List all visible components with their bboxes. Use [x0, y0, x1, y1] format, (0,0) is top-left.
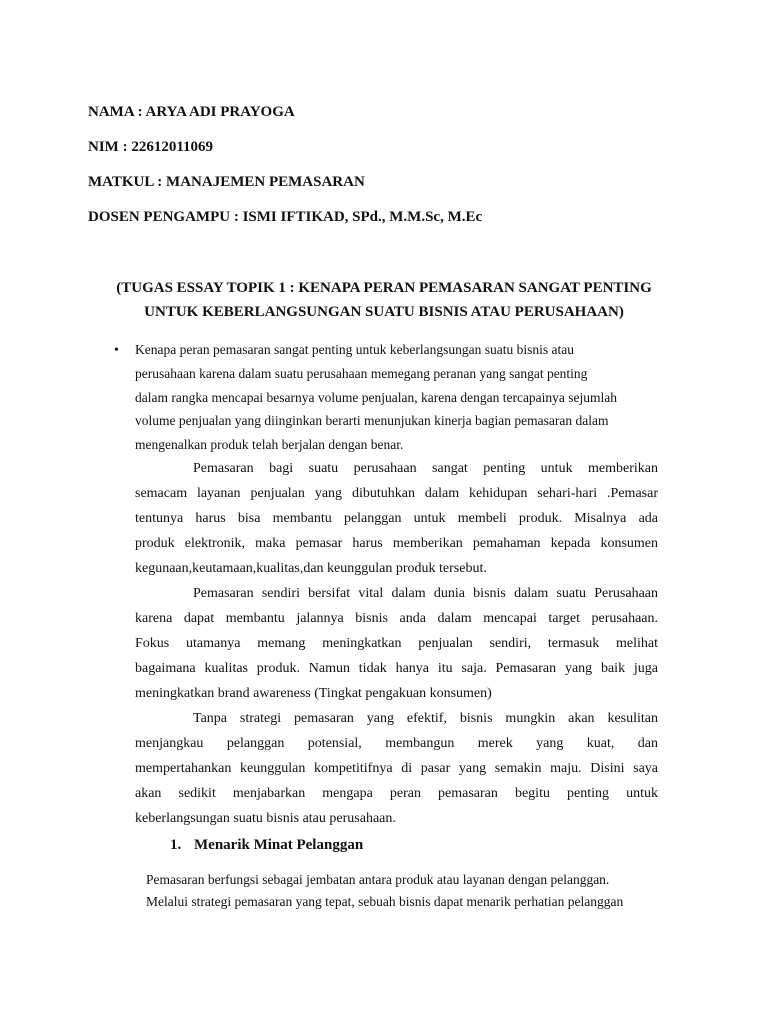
bullet-icon: • — [114, 343, 119, 358]
course-name: MATKUL : MANAJEMEN PEMASARAN — [88, 174, 365, 190]
body-paragraph — [135, 706, 658, 831]
body-paragraph — [135, 581, 658, 706]
lecturer-name: DOSEN PENGAMPU : ISMI IFTIKAD, SPd., M.M.Sc, M.Ec — [88, 209, 483, 225]
text-line: volume penjualan yang diinginkan berarti menunjukan kinerja bagian pemasaran dalam — [135, 413, 609, 429]
text-line: Melalui strategi pemasaran yang tepat, sebuah bisnis dapat menarik perhatian pelanggan — [146, 894, 624, 909]
student-nim: NIM : 22612011069 — [88, 139, 213, 155]
text-line: kegunaan,keutamaan,kualitas,dan keunggulan produk tersebut. — [135, 561, 487, 576]
text-line: Pemasaran berfungsi sebagai jembatan antara produk atau layanan dengan pelanggan. — [146, 872, 610, 887]
text-line: meningkatkan brand awareness (Tingkat pengakuan konsumen) — [135, 686, 492, 701]
text-line: perusahaan karena dalam suatu perusahaan memegang peranan yang sangat penting — [135, 365, 588, 381]
text-line: Pemasaran bagi suatu perusahaan sangat penting untuk memberikan — [193, 461, 658, 476]
text-line: semacam layanan penjualan yang dibutuhkan dalam kehidupan sehari-hari .Pemasar — [135, 486, 658, 501]
essay-title — [60, 276, 708, 324]
section-paragraph — [146, 869, 666, 913]
bullet-paragraph — [135, 338, 675, 457]
text-line: Pemasaran sendiri bersifat vital dalam dunia bisnis dalam suatu Perusahaan — [193, 586, 658, 601]
text-line: dalam rangka mencapai besarnya volume penjualan, karena dengan tercapainya sejumlah — [135, 389, 618, 405]
section-title: Menarik Minat Pelanggan — [194, 837, 364, 853]
text-line: produk elektronik, maka pemasar harus memberikan pemahaman kepada konsumen — [135, 536, 658, 551]
text-line: tentunya harus bisa membantu pelanggan untuk membeli produk. Misalnya ada — [135, 511, 658, 526]
text-line: Tanpa strategi pemasaran yang efektif, bisnis mungkin akan kesulitan — [193, 711, 658, 726]
essay-title-line: UNTUK KEBERLANGSUNGAN SUATU BISNIS ATAU PERUSAHAAN) — [144, 304, 624, 320]
section-number: 1. — [170, 837, 182, 853]
text-line: menjangkau pelanggan potensial, membangun merek yang kuat, dan — [135, 736, 658, 751]
text-line: mengenalkan produk telah berjalan dengan benar. — [135, 437, 404, 452]
text-line: Kenapa peran pemasaran sangat penting untuk keberlangsungan suatu bisnis atau — [135, 342, 574, 357]
text-line: karena dapat membantu jalannya bisnis anda dalam mencapai target perusahaan. — [135, 611, 658, 626]
text-line: Fokus utamanya memang meningkatkan penjualan sendiri, termasuk melihat — [135, 636, 658, 651]
student-name: NAMA : ARYA ADI PRAYOGA — [88, 104, 295, 120]
text-line: akan sedikit menjabarkan mengapa peran pemasaran begitu penting untuk — [135, 786, 658, 801]
text-line: mempertahankan keunggulan kompetitifnya di pasar yang semakin maju. Disini saya — [135, 761, 658, 776]
section-heading — [170, 835, 363, 855]
body-paragraph — [135, 456, 658, 581]
text-line: bagaimana kualitas produk. Namun tidak hanya itu saja. Pemasaran yang baik juga — [135, 661, 658, 676]
text-line: keberlangsungan suatu bisnis atau perusahaan. — [135, 811, 396, 826]
essay-title-line: (TUGAS ESSAY TOPIK 1 : KENAPA PERAN PEMASARAN SANGAT PENTING — [116, 280, 652, 296]
